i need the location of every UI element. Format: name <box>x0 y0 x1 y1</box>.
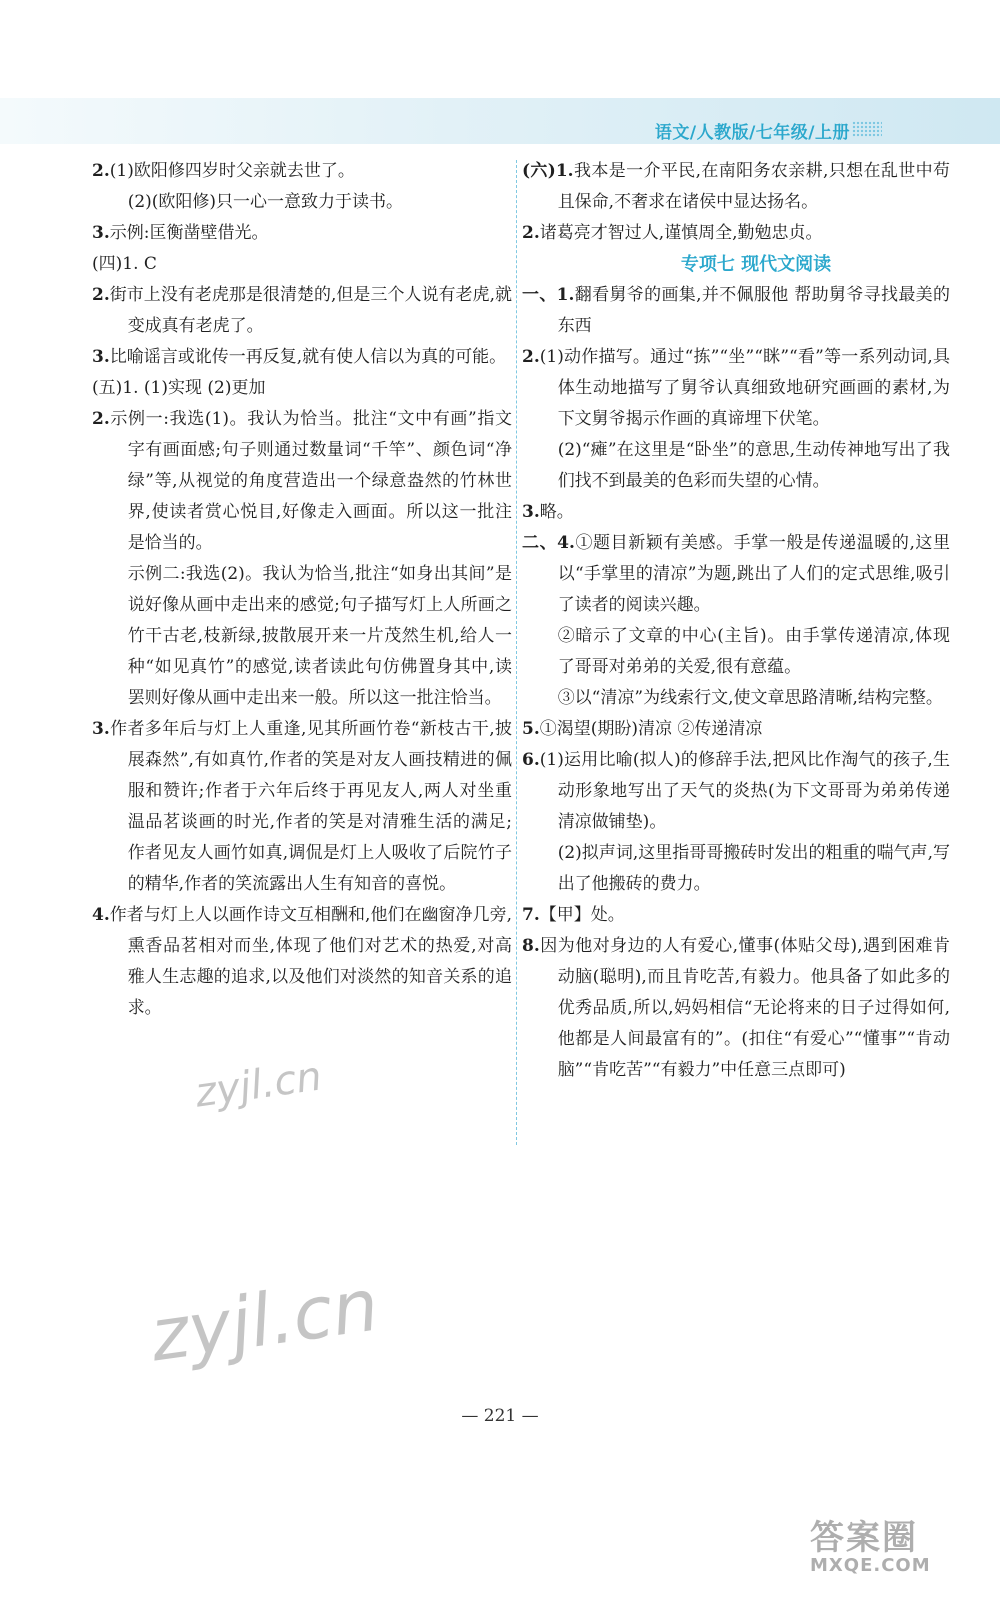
corner-logo-mark: 答案圈 <box>810 1518 918 1558</box>
answer-number: 2. <box>522 347 540 367</box>
watermark-large: zyjl.cn <box>145 1262 384 1378</box>
answer-item <box>522 218 950 249</box>
right-column <box>522 156 950 1086</box>
answer-item <box>92 342 512 373</box>
answer-item <box>522 745 950 838</box>
left-column <box>92 156 512 1024</box>
answer-item <box>522 280 950 342</box>
answer-text: 示例二:我选(2)。我认为恰当,批注“如身出其间”是说好像从画中走出来的感觉;句子描写灯上人所画之竹干古老,枝新绿,披散展开来一片茂然生机,给人一种“如见真竹”的感觉,读者读此句仿佛置身其中,读罢则好像从画中走出来一般。所以这一批注恰当。 <box>127 564 512 708</box>
answer-number: 7. <box>522 905 540 925</box>
answer-item <box>92 404 512 559</box>
answer-number: 一、1. <box>522 285 575 305</box>
answer-text: 街市上没有老虎那是很清楚的,但是三个人说有老虎,就变成真有老虎了。 <box>109 285 512 336</box>
answer-item <box>92 218 512 249</box>
answer-item <box>92 559 512 714</box>
corner-logo-site: MXQE.COM <box>810 1555 931 1576</box>
answer-text: (2)拟声词,这里指哥哥搬砖时发出的粗重的喘气声,写出了他搬砖的费力。 <box>557 843 950 894</box>
column-divider <box>516 160 517 1145</box>
header-dots-decoration <box>852 121 882 137</box>
answer-item <box>522 683 950 714</box>
answer-text: ②暗示了文章的中心(主旨)。由手掌传递清凉,体现了哥哥对弟弟的关爱,很有意蕴。 <box>557 626 950 677</box>
answer-number: 2. <box>92 409 110 429</box>
answer-number: 二、4. <box>522 533 575 553</box>
answer-number: 2. <box>92 161 110 181</box>
header-band <box>0 98 1000 144</box>
answer-item <box>522 900 950 931</box>
answer-text: (四)1. C <box>92 254 157 274</box>
answer-number: 2. <box>522 223 540 243</box>
answer-item <box>92 373 512 404</box>
answer-number: 3. <box>92 719 110 739</box>
answer-text: 示例一:我选(1)。我认为恰当。批注“文中有画”指文字有画面感;句子则通过数量词“千竿”、颜色词“净绿”等,从视觉的角度营造出一个绿意盎然的竹林世界,使读者赏心悦目,好像走入画面。所以这一批注是恰当的。 <box>109 409 512 553</box>
answer-item <box>522 931 950 1086</box>
answer-number: 6. <box>522 750 540 770</box>
answer-item <box>522 342 950 435</box>
answer-item <box>92 249 512 280</box>
corner-logo <box>810 1510 980 1590</box>
answer-number: 4. <box>92 905 110 925</box>
answer-item <box>522 621 950 683</box>
answer-number: 3. <box>92 347 110 367</box>
answer-text: 示例:匡衡凿壁借光。 <box>109 223 269 243</box>
answer-item <box>522 497 950 528</box>
answer-text: (2)“瘫”在这里是“卧坐”的意思,生动传神地写出了我们找不到最美的色彩而失望的心情。 <box>557 440 950 491</box>
answer-item <box>92 714 512 900</box>
answer-item <box>522 156 950 218</box>
header-title: 语文/人教版/七年级/上册 <box>654 123 850 143</box>
answer-item <box>92 900 512 1024</box>
answer-text: 诸葛亮才智过人,谨慎周全,勤勉忠贞。 <box>539 223 823 243</box>
answer-item <box>522 838 950 900</box>
right-column-top <box>522 156 950 249</box>
answer-item <box>522 714 950 745</box>
answer-text: (1)动作描写。通过“拣”“坐”“眯”“看”等一系列动词,具体生动地描写了舅爷认真细致地研究画画的素材,为下文舅爷揭示作画的真谛埋下伏笔。 <box>539 347 950 429</box>
answer-number: 3. <box>522 502 540 522</box>
answer-text: (2)(欧阳修)只一心一意致力于读书。 <box>127 192 404 212</box>
answer-text: ③以“清凉”为线索行文,使文章思路清晰,结构完整。 <box>557 688 943 708</box>
answer-item <box>92 156 512 187</box>
answer-item <box>92 187 512 218</box>
watermark-small: zyjl.cn <box>192 1053 325 1117</box>
answer-text: 【甲】处。 <box>539 905 625 925</box>
answer-text: (五)1. (1)实现 (2)更加 <box>92 378 266 398</box>
answer-item <box>92 280 512 342</box>
answer-text: 翻看舅爷的画集,并不佩服他 帮助舅爷寻找最美的东西 <box>557 285 951 336</box>
answer-text: 因为他对身边的人有爱心,懂事(体贴父母),遇到困难肯动脑(聪明),而且肯吃苦,有毅力。他具备了如此多的优秀品质,所以,妈妈相信“无论将来的日子过得如何,他都是人间最富有的”。(扣住“有爱心”“懂事”“肯动脑”“肯吃苦”“有毅力”中任意三点即可) <box>539 936 950 1080</box>
answer-number: 3. <box>92 223 110 243</box>
answer-text: 比喻谣言或讹传一再反复,就有使人信以为真的可能。 <box>109 347 507 367</box>
answer-text: 作者与灯上人以画作诗文互相酬和,他们在幽窗净几旁,熏香品茗相对而坐,体现了他们对艺术的热爱,对高雅人生志趣的追求,以及他们对淡然的知音关系的追求。 <box>109 905 512 1018</box>
answer-item <box>522 435 950 497</box>
answer-text: 作者多年后与灯上人重逢,见其所画竹卷“新枝古干,披展森然”,有如真竹,作者的笑是对友人画技精进的佩服和赞许;作者于六年后终于再见友人,两人对坐重温品茗谈画的时光,作者的笑是对清雅生活的满足;作者见友人画竹如真,调侃是灯上人吸收了后院竹子的精华,作者的笑流露出人生有知音的喜悦。 <box>109 719 512 894</box>
answer-text: ①题目新颖有美感。手掌一般是传递温暖的,这里以“手掌里的清凉”为题,跳出了人们的定式思维,吸引了读者的阅读兴趣。 <box>557 533 950 615</box>
answer-number: 8. <box>522 936 540 956</box>
answer-text: (1)欧阳修四岁时父亲就去世了。 <box>109 161 355 181</box>
answer-text: (1)运用比喻(拟人)的修辞手法,把风比作淘气的孩子,生动形象地写出了天气的炎热(为下文哥哥为弟弟传递清凉做铺垫)。 <box>539 750 950 832</box>
section-title: 专项七 现代文阅读 <box>680 254 832 275</box>
answer-number: 5. <box>522 719 540 739</box>
answer-item <box>522 528 950 621</box>
right-column-main <box>522 280 950 1086</box>
answer-text: 略。 <box>539 502 574 522</box>
answer-number: 2. <box>92 285 110 305</box>
page-number: — 221 — <box>461 1406 539 1426</box>
answer-text: 我本是一介平民,在南阳务农亲耕,只想在乱世中苟且保命,不奢求在诸侯中显达扬名。 <box>557 161 950 212</box>
answer-number: (六)1. <box>522 161 574 181</box>
answer-text: ①渴望(期盼)清凉 ②传递清凉 <box>539 719 763 739</box>
